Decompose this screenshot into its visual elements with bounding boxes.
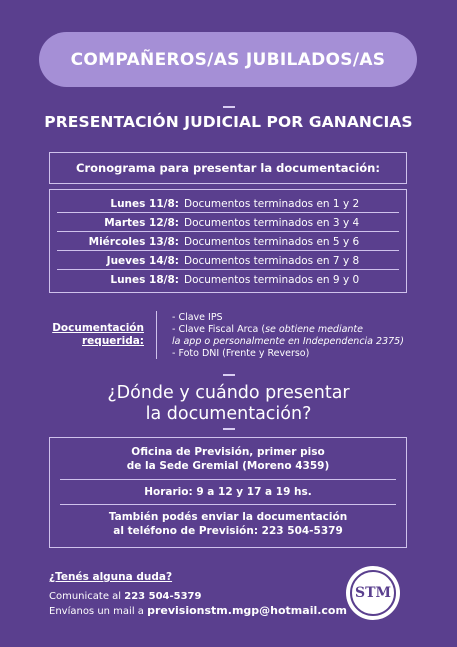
schedule-row bbox=[57, 195, 399, 213]
schedule-day: Lunes 11/8: bbox=[110, 197, 179, 210]
divider-dash bbox=[223, 428, 235, 430]
divider-dash bbox=[223, 106, 235, 108]
hours-text: Horario: 9 a 12 y 17 a 19 hs. bbox=[144, 486, 312, 498]
documents-item-continuation: la app o personalmente en Independencia 2375) bbox=[172, 336, 404, 347]
schedule-table bbox=[49, 189, 407, 293]
schedule-row bbox=[57, 252, 399, 270]
documents-item: - Clave IPS bbox=[172, 312, 223, 323]
documents-label bbox=[49, 322, 144, 348]
documents-item bbox=[172, 324, 432, 336]
contact-phone[interactable]: 223 504-5379 bbox=[124, 591, 202, 602]
schedule-desc: Documentos terminados en 9 y 0 bbox=[184, 273, 360, 286]
stm-logo-ring bbox=[350, 570, 396, 616]
documents-label-line2: requerida: bbox=[82, 335, 144, 347]
stm-logo bbox=[346, 566, 400, 620]
info-divider bbox=[60, 479, 396, 480]
schedule-day: Jueves 14/8: bbox=[106, 254, 179, 267]
contact-phone-prefix: Comunicate al bbox=[49, 591, 125, 602]
office-line: Oficina de Previsión, primer piso bbox=[131, 446, 325, 458]
schedule-row bbox=[57, 271, 399, 288]
info-box bbox=[49, 437, 407, 548]
where-title-line2: la documentación? bbox=[145, 404, 312, 424]
contact-mail-prefix: Envíanos un mail a bbox=[49, 606, 148, 617]
contact-mail-line bbox=[49, 604, 347, 617]
where-title bbox=[0, 383, 457, 425]
send-line: al teléfono de Previsión: 223 504-5379 bbox=[113, 525, 343, 537]
page-subtitle: PRESENTACIÓN JUDICIAL POR GANANCIAS bbox=[44, 113, 413, 131]
schedule-desc: Documentos terminados en 3 y 4 bbox=[184, 216, 360, 229]
info-divider bbox=[60, 504, 396, 505]
question-text: ¿Tenés alguna duda? bbox=[49, 571, 173, 583]
header-pill bbox=[39, 32, 417, 87]
schedule-day: Miércoles 13/8: bbox=[88, 235, 179, 248]
send-line: También podés enviar la documentación bbox=[108, 511, 348, 523]
contact-email-link[interactable]: previsionstm.mgp@hotmail.com bbox=[147, 604, 347, 617]
stm-logo-text: STM bbox=[354, 585, 392, 601]
documents-list bbox=[172, 312, 432, 360]
schedule-day: Lunes 18/8: bbox=[110, 273, 179, 286]
documents-label-line1: Documentación bbox=[52, 322, 144, 334]
documents-item-prefix: - Clave Fiscal Arca ( bbox=[172, 324, 266, 335]
where-title-line1: ¿Dónde y cuándo presentar bbox=[107, 383, 350, 403]
schedule-row bbox=[57, 214, 399, 232]
schedule-row bbox=[57, 233, 399, 251]
documents-divider bbox=[156, 311, 157, 359]
documents-item-italic: se obtiene mediante bbox=[265, 324, 363, 335]
schedule-desc: Documentos terminados en 7 y 8 bbox=[184, 254, 360, 267]
schedule-day: Martes 12/8: bbox=[104, 216, 179, 229]
schedule-title: Cronograma para presentar la documentación: bbox=[76, 161, 380, 175]
documents-item: - Foto DNI (Frente y Reverso) bbox=[172, 348, 310, 359]
schedule-title-box bbox=[49, 152, 407, 184]
office-line: de la Sede Gremial (Moreno 4359) bbox=[126, 460, 330, 472]
header-pill-text: COMPAÑEROS/AS JUBILADOS/AS bbox=[70, 49, 386, 70]
divider-dash bbox=[223, 374, 235, 376]
contact-phone-line bbox=[49, 591, 201, 602]
schedule-desc: Documentos terminados en 1 y 2 bbox=[184, 197, 360, 210]
schedule-desc: Documentos terminados en 5 y 6 bbox=[184, 235, 360, 248]
